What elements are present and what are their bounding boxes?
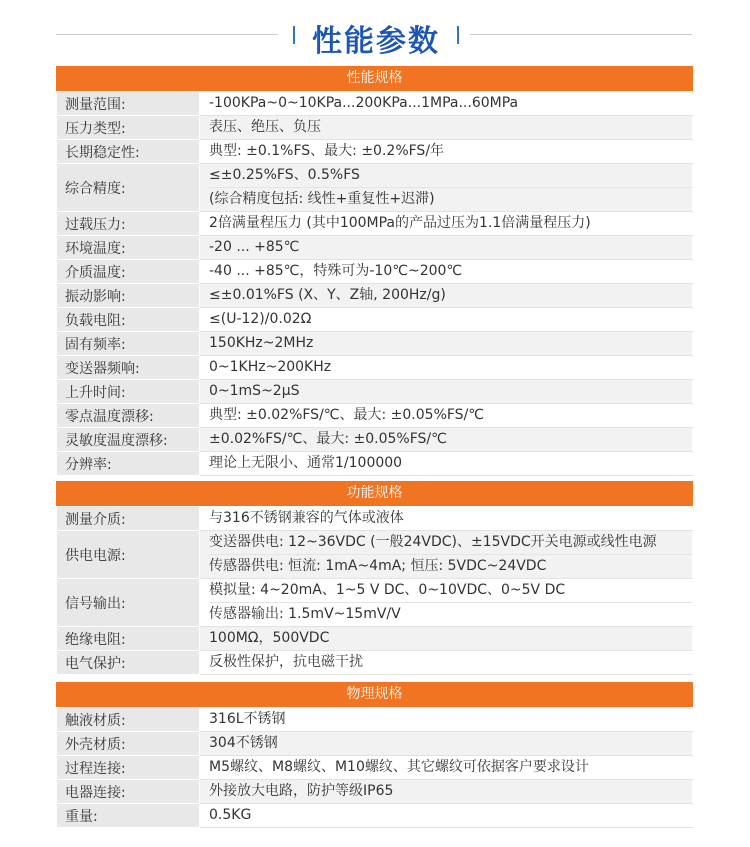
title-accent-right bbox=[457, 26, 459, 44]
spec-value bbox=[200, 356, 693, 380]
spec-value-line: ±0.02%FS/℃、最大: ±0.05%FS/℃ bbox=[209, 431, 447, 447]
spec-label: 测量介质: bbox=[57, 507, 200, 531]
spec-value-line: (综合精度包括: 线性+重复性+迟滞) bbox=[209, 187, 692, 211]
spec-label: 分辨率: bbox=[57, 452, 200, 476]
spec-value-line: 理论上无限小、通常1/100000 bbox=[209, 455, 403, 471]
spec-value-line: ≤±0.01%FS (X、Y、Z轴, 200Hz/g) bbox=[209, 287, 446, 303]
table-row bbox=[57, 356, 693, 380]
spec-label: 长期稳定性: bbox=[57, 140, 200, 164]
table-row bbox=[57, 756, 693, 780]
spec-label: 压力类型: bbox=[57, 116, 200, 140]
page-header bbox=[0, 0, 750, 64]
spec-value bbox=[200, 308, 693, 332]
spec-label: 振动影响: bbox=[57, 284, 200, 308]
spec-value bbox=[200, 140, 693, 164]
title-divider-left bbox=[56, 34, 278, 35]
table-row bbox=[57, 804, 693, 828]
spec-label: 环境温度: bbox=[57, 236, 200, 260]
table-row bbox=[57, 284, 693, 308]
table-row bbox=[57, 428, 693, 452]
table-row bbox=[57, 708, 693, 732]
spec-value bbox=[200, 507, 693, 531]
table-row bbox=[57, 627, 693, 651]
table-row bbox=[57, 332, 693, 356]
table-row bbox=[57, 380, 693, 404]
spec-value bbox=[200, 651, 693, 675]
spec-value-line: 0~1mS~2μS bbox=[209, 383, 300, 399]
spec-value-line: 316L不锈钢 bbox=[209, 711, 286, 727]
spec-label: 上升时间: bbox=[57, 380, 200, 404]
table-row bbox=[57, 404, 693, 428]
spec-value-line: 0.5KG bbox=[209, 807, 252, 823]
table-row bbox=[57, 260, 693, 284]
spec-value bbox=[200, 531, 693, 579]
spec-value-line: 典型: ±0.02%FS/℃、最大: ±0.05%FS/℃ bbox=[209, 407, 485, 423]
spec-value bbox=[200, 732, 693, 756]
spec-value bbox=[200, 332, 693, 356]
section-performance bbox=[56, 66, 693, 476]
spec-value-line: ≤(U-12)/0.02Ω bbox=[209, 311, 312, 327]
title-accent-left bbox=[293, 26, 295, 44]
table-row bbox=[57, 92, 693, 116]
spec-value bbox=[200, 236, 693, 260]
table-row bbox=[57, 140, 693, 164]
spec-label: 重量: bbox=[57, 804, 200, 828]
spec-value bbox=[200, 92, 693, 116]
spec-value-line: 外接放大电路，防护等级IP65 bbox=[209, 783, 394, 799]
section-header: 性能规格 bbox=[56, 66, 693, 91]
spec-label: 信号输出: bbox=[57, 579, 200, 627]
table-row bbox=[57, 308, 693, 332]
spec-value bbox=[200, 708, 693, 732]
spec-value-line: 传感器供电: 恒流: 1mA~4mA; 恒压: 5VDC~24VDC bbox=[209, 554, 692, 578]
table-row bbox=[57, 531, 693, 579]
section-physical bbox=[56, 682, 693, 828]
spec-label: 负载电阻: bbox=[57, 308, 200, 332]
spec-label: 电器连接: bbox=[57, 780, 200, 804]
spec-value-line: ≤±0.25%FS、0.5%FS bbox=[209, 167, 360, 183]
spec-value-line: 传感器输出: 1.5mV~15mV/V bbox=[209, 602, 692, 626]
section-header: 物理规格 bbox=[56, 682, 693, 707]
spec-label: 零点温度漂移: bbox=[57, 404, 200, 428]
spec-value bbox=[200, 756, 693, 780]
spec-value bbox=[200, 804, 693, 828]
spec-value-line: -40 ... +85℃，特殊可为-10℃~200℃ bbox=[209, 263, 463, 279]
spec-value-line: 304不锈钢 bbox=[209, 735, 278, 751]
table-row bbox=[57, 116, 693, 140]
spec-value-line: -20 ... +85℃ bbox=[209, 239, 300, 255]
spec-value-line: 模拟量: 4~20mA、1~5 V DC、0~10VDC、0~5V DC bbox=[209, 582, 566, 598]
spec-value bbox=[200, 116, 693, 140]
spec-label: 过程连接: bbox=[57, 756, 200, 780]
table-row bbox=[57, 579, 693, 627]
table-row bbox=[57, 236, 693, 260]
spec-value-line: 表压、绝压、负压 bbox=[209, 119, 321, 135]
spec-label: 外壳材质: bbox=[57, 732, 200, 756]
table-row bbox=[57, 212, 693, 236]
spec-value-line: 150KHz~2MHz bbox=[209, 335, 314, 351]
table-row bbox=[57, 452, 693, 476]
spec-label: 电气保护: bbox=[57, 651, 200, 675]
page-title: 性能参数 bbox=[312, 24, 440, 59]
table-row bbox=[57, 507, 693, 531]
spec-value bbox=[200, 627, 693, 651]
spec-label: 介质温度: bbox=[57, 260, 200, 284]
spec-label: 过载压力: bbox=[57, 212, 200, 236]
spec-label: 灵敏度温度漂移: bbox=[57, 428, 200, 452]
spec-value bbox=[200, 260, 693, 284]
spec-label: 测量范围: bbox=[57, 92, 200, 116]
section-function bbox=[56, 481, 693, 675]
spec-value-line: 变送器供电: 12~36VDC (一般24VDC)、±15VDC开关电源或线性电源 bbox=[209, 534, 657, 550]
spec-value bbox=[200, 780, 693, 804]
spec-value-line: 0~1KHz~200KHz bbox=[209, 359, 332, 375]
spec-label: 变送器频响: bbox=[57, 356, 200, 380]
spec-label: 固有频率: bbox=[57, 332, 200, 356]
section-header: 功能规格 bbox=[56, 481, 693, 506]
spec-table bbox=[56, 91, 693, 476]
spec-label: 触液材质: bbox=[57, 708, 200, 732]
spec-value-line: 典型: ±0.1%FS、最大: ±0.2%FS/年 bbox=[209, 143, 445, 159]
spec-value-line: 2倍满量程压力 (其中100MPa的产品过压为1.1倍满量程压力) bbox=[209, 215, 591, 231]
spec-label: 绝缘电阻: bbox=[57, 627, 200, 651]
spec-value bbox=[200, 212, 693, 236]
spec-value bbox=[200, 452, 693, 476]
spec-value-line: M5螺纹、M8螺纹、M10螺纹、其它螺纹可依据客户要求设计 bbox=[209, 759, 589, 775]
spec-value bbox=[200, 380, 693, 404]
spec-value bbox=[200, 284, 693, 308]
spec-value bbox=[200, 428, 693, 452]
spec-table bbox=[56, 506, 693, 675]
spec-value-line: 100MΩ，500VDC bbox=[209, 630, 330, 646]
spec-label: 供电电源: bbox=[57, 531, 200, 579]
spec-value bbox=[200, 579, 693, 627]
spec-value bbox=[200, 404, 693, 428]
title-divider-right bbox=[470, 34, 692, 35]
spec-value-line: -100KPa~0~10KPa...200KPa...1MPa...60MPa bbox=[209, 95, 519, 111]
spec-value-line: 与316不锈钢兼容的气体或液体 bbox=[209, 510, 404, 526]
table-row bbox=[57, 732, 693, 756]
table-row bbox=[57, 651, 693, 675]
table-row bbox=[57, 780, 693, 804]
table-row bbox=[57, 164, 693, 212]
spec-value bbox=[200, 164, 693, 212]
spec-label: 综合精度: bbox=[57, 164, 200, 212]
spec-value-line: 反极性保护，抗电磁干扰 bbox=[209, 654, 363, 670]
spec-table bbox=[56, 707, 693, 828]
